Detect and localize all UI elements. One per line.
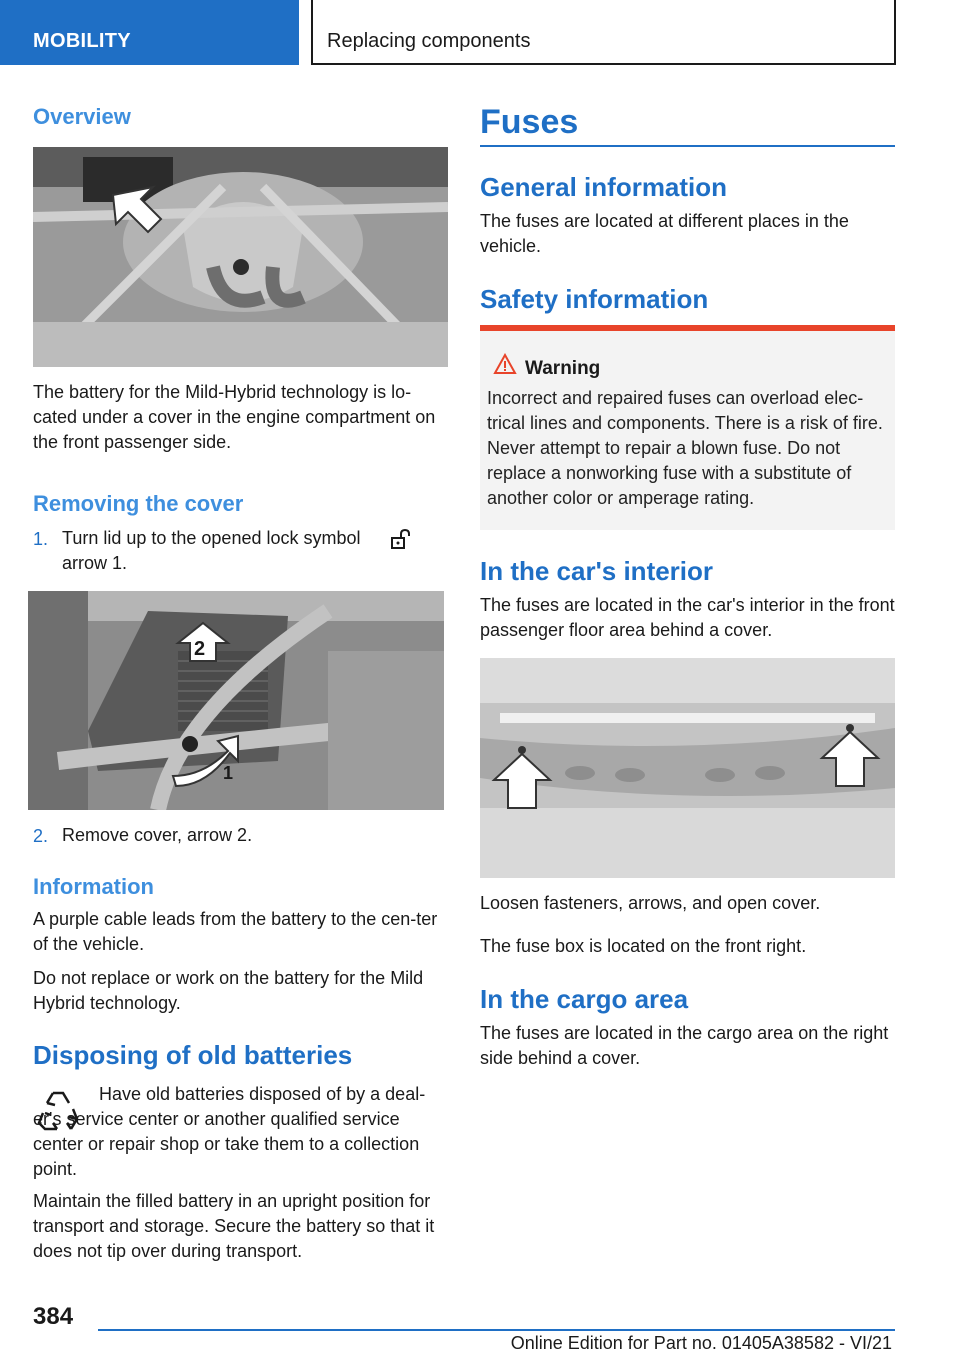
warning-title: Warning [525, 358, 601, 379]
engine-compartment-image [33, 147, 448, 367]
disposing-text-2: Maintain the filled battery in an upright position for transport and storage. Secure the battery so that it does not tip over during transport. [33, 1191, 435, 1261]
interior-text: The fuses are located in the car's interior in the front passenger floor area behind a cover. [480, 595, 895, 640]
battery-cover-image [28, 591, 444, 810]
information-heading: Information [33, 874, 154, 899]
chapter-title: Replacing components [327, 30, 531, 52]
disposing-text-1: Have old batteries disposed of by a deal-er's service center or another qualified service center or repair shop or take them to a collection point. [33, 1084, 426, 1179]
removing-heading: Removing the cover [33, 491, 244, 516]
general-text: The fuses are located at different places in the vehicle. [480, 211, 849, 256]
interior-text-3: The fuse box is located on the front right. [480, 936, 807, 956]
footer-rule [98, 1329, 895, 1331]
warning-text: Incorrect and repaired fuses can overload elec-trical lines and components. There is a risk of fire. Never attempt to repair a blown fuse. Do not replace a nonworking fuse with a substitute of another color or amperage rating. [487, 388, 883, 508]
step-2-text: Remove cover, arrow 2. [62, 825, 253, 845]
edition-text: Online Edition for Part no. 01405A38582 - VI/21 [510, 1333, 892, 1353]
figure-label-2: 2 [194, 638, 206, 660]
figure-label-1: 1 [223, 763, 234, 783]
fuses-heading: Fuses [480, 103, 579, 141]
overview-heading: Overview [33, 104, 131, 129]
information-text-1: A purple cable leads from the battery to the cen-ter of the vehicle. [33, 909, 438, 954]
warning-box [480, 325, 895, 530]
section-tab [0, 0, 299, 65]
fuses-heading-rule [480, 145, 895, 147]
interior-cover-image [480, 658, 895, 878]
chapter-tab [311, 0, 896, 65]
cargo-text: The fuses are located in the cargo area on the right side behind a cover. [480, 1023, 889, 1068]
information-text-2: Do not replace or work on the battery for the Mild Hybrid technology. [33, 968, 424, 1013]
section-title: MOBILITY [33, 30, 131, 52]
interior-text-2: Loosen fasteners, arrows, and open cover. [480, 893, 821, 913]
interior-heading: In the car's interior [480, 556, 714, 586]
general-heading: General information [480, 172, 728, 202]
page-number: 384 [33, 1303, 74, 1330]
step-1-number: 1. [33, 529, 49, 549]
step-2-number: 2. [33, 826, 49, 846]
step-1-text-cont: arrow 1. [62, 553, 128, 573]
disposing-heading: Disposing of old batteries [33, 1040, 353, 1070]
safety-heading: Safety information [480, 284, 709, 314]
warning-triangle-icon [493, 353, 517, 380]
cargo-heading: In the cargo area [480, 984, 689, 1014]
step-1-text: Turn lid up to the opened lock symbol [62, 528, 361, 548]
overview-text: The battery for the Mild-Hybrid technology is lo-cated under a cover in the engine compartment on the front passenger side. [33, 382, 436, 452]
